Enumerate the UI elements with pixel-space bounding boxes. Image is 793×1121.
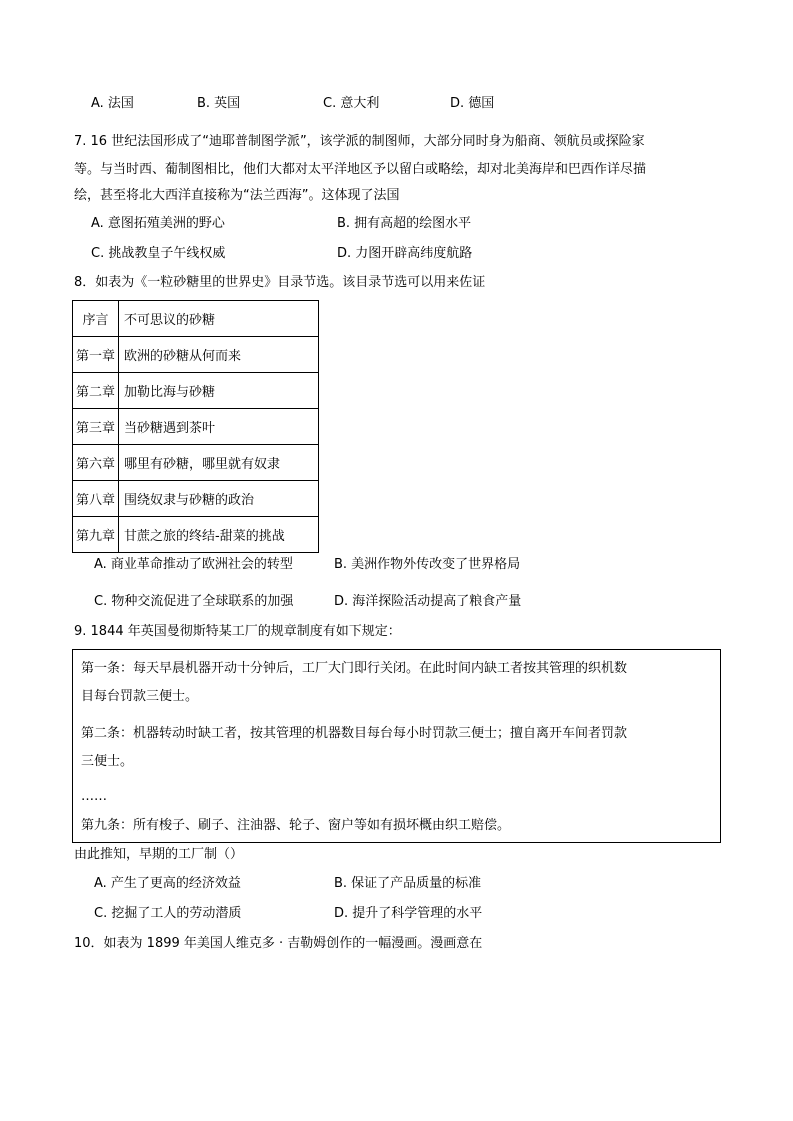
q8-option-a: A. 商业革命推动了欧洲社会的转型	[94, 557, 293, 572]
q9-stem: 9. 1844 年英国曼彻斯特某工厂的规章制度有如下规定：	[74, 624, 401, 639]
q7-option-d: D. 力图开辟高纬度航路	[337, 246, 473, 261]
q9-option-d: D. 提升了科学管理的水平	[334, 906, 483, 921]
toc-chapter: 第八章	[73, 481, 119, 517]
q8-option-b: B. 美洲作物外传改变了世界格局	[334, 557, 521, 572]
rule2-line2: 三便士。	[81, 754, 134, 769]
q9-rules-box	[72, 649, 721, 843]
q6-option-d: D. 德国	[450, 96, 495, 111]
table-row	[73, 337, 319, 373]
toc-chapter: 第二章	[73, 373, 119, 409]
toc-chapter: 第九章	[73, 517, 119, 553]
q9-conclusion: 由此推知，早期的工厂制（）	[74, 847, 244, 862]
toc-title: 当砂糖遇到茶叶	[119, 409, 319, 445]
rule2-line1: 第二条：机器转动时缺工者，按其管理的机器数目每台每小时罚款三便士；擅自离开车间者罚款	[81, 726, 628, 741]
rule1-line1: 第一条：每天早晨机器开动十分钟后，工厂大门即行关闭。在此时间内缺工者按其管理的织机数	[81, 661, 628, 676]
q7-option-c: C. 挑战教皇子午线权威	[91, 246, 226, 261]
table-row	[73, 409, 319, 445]
toc-chapter: 第一章	[73, 337, 119, 373]
toc-title: 围绕奴隶与砂糖的政治	[119, 481, 319, 517]
q9-option-b: B. 保证了产品质量的标准	[334, 876, 482, 891]
q9-option-a: A. 产生了更高的经济效益	[94, 876, 241, 891]
q8-option-c: C. 物种交流促进了全球联系的加强	[94, 594, 294, 609]
toc-chapter: 第六章	[73, 445, 119, 481]
q7-option-a: A. 意图拓殖美洲的野心	[91, 216, 225, 231]
q8-option-d: D. 海洋探险活动提高了粮食产量	[334, 594, 522, 609]
q7-stem-line3: 绘，甚至将北大西洋直接称为“法兰西海”。这体现了法国	[74, 188, 400, 203]
rule1-line2: 目每台罚款三便士。	[81, 689, 199, 704]
q6-option-c: C. 意大利	[323, 96, 380, 111]
toc-title: 欧洲的砂糖从何而来	[119, 337, 319, 373]
toc-chapter: 第三章	[73, 409, 119, 445]
q8-toc-table	[72, 300, 319, 553]
toc-title: 哪里有砂糖，哪里就有奴隶	[119, 445, 319, 481]
toc-chapter: 序言	[73, 301, 119, 337]
q6-option-a: A. 法国	[91, 96, 134, 111]
q10-stem: 10．如表为 1899 年美国人维克多 · 吉勒姆创作的一幅漫画。漫画意在	[74, 936, 483, 951]
toc-title: 不可思议的砂糖	[119, 301, 319, 337]
rules-ellipsis: ……	[81, 789, 107, 804]
rule9: 第九条：所有梭子、刷子、注油器、轮子、窗户等如有损坏概由织工赔偿。	[81, 818, 511, 833]
q7-stem-line2: 等。与当时西、葡制图相比，他们大都对太平洋地区予以留白或略绘，却对北美海岸和巴西作详尽描	[74, 162, 647, 177]
q7-stem-line1: 7. 16 世纪法国形成了“迪耶普制图学派”，该学派的制图师，大部分同时身为船商、领航员或探险家	[74, 134, 645, 149]
toc-title: 加勒比海与砂糖	[119, 373, 319, 409]
toc-title: 甘蔗之旅的终结-甜菜的挑战	[119, 517, 319, 553]
q7-option-b: B. 拥有高超的绘图水平	[337, 216, 472, 231]
q8-stem: 8．如表为《一粒砂糖里的世界史》目录节选。该目录节选可以用来佐证	[74, 275, 486, 290]
table-row	[73, 373, 319, 409]
q6-option-b: B. 英国	[197, 96, 241, 111]
table-row	[73, 301, 319, 337]
table-row	[73, 481, 319, 517]
q9-option-c: C. 挖掘了工人的劳动潜质	[94, 906, 242, 921]
table-row	[73, 445, 319, 481]
table-row	[73, 517, 319, 553]
